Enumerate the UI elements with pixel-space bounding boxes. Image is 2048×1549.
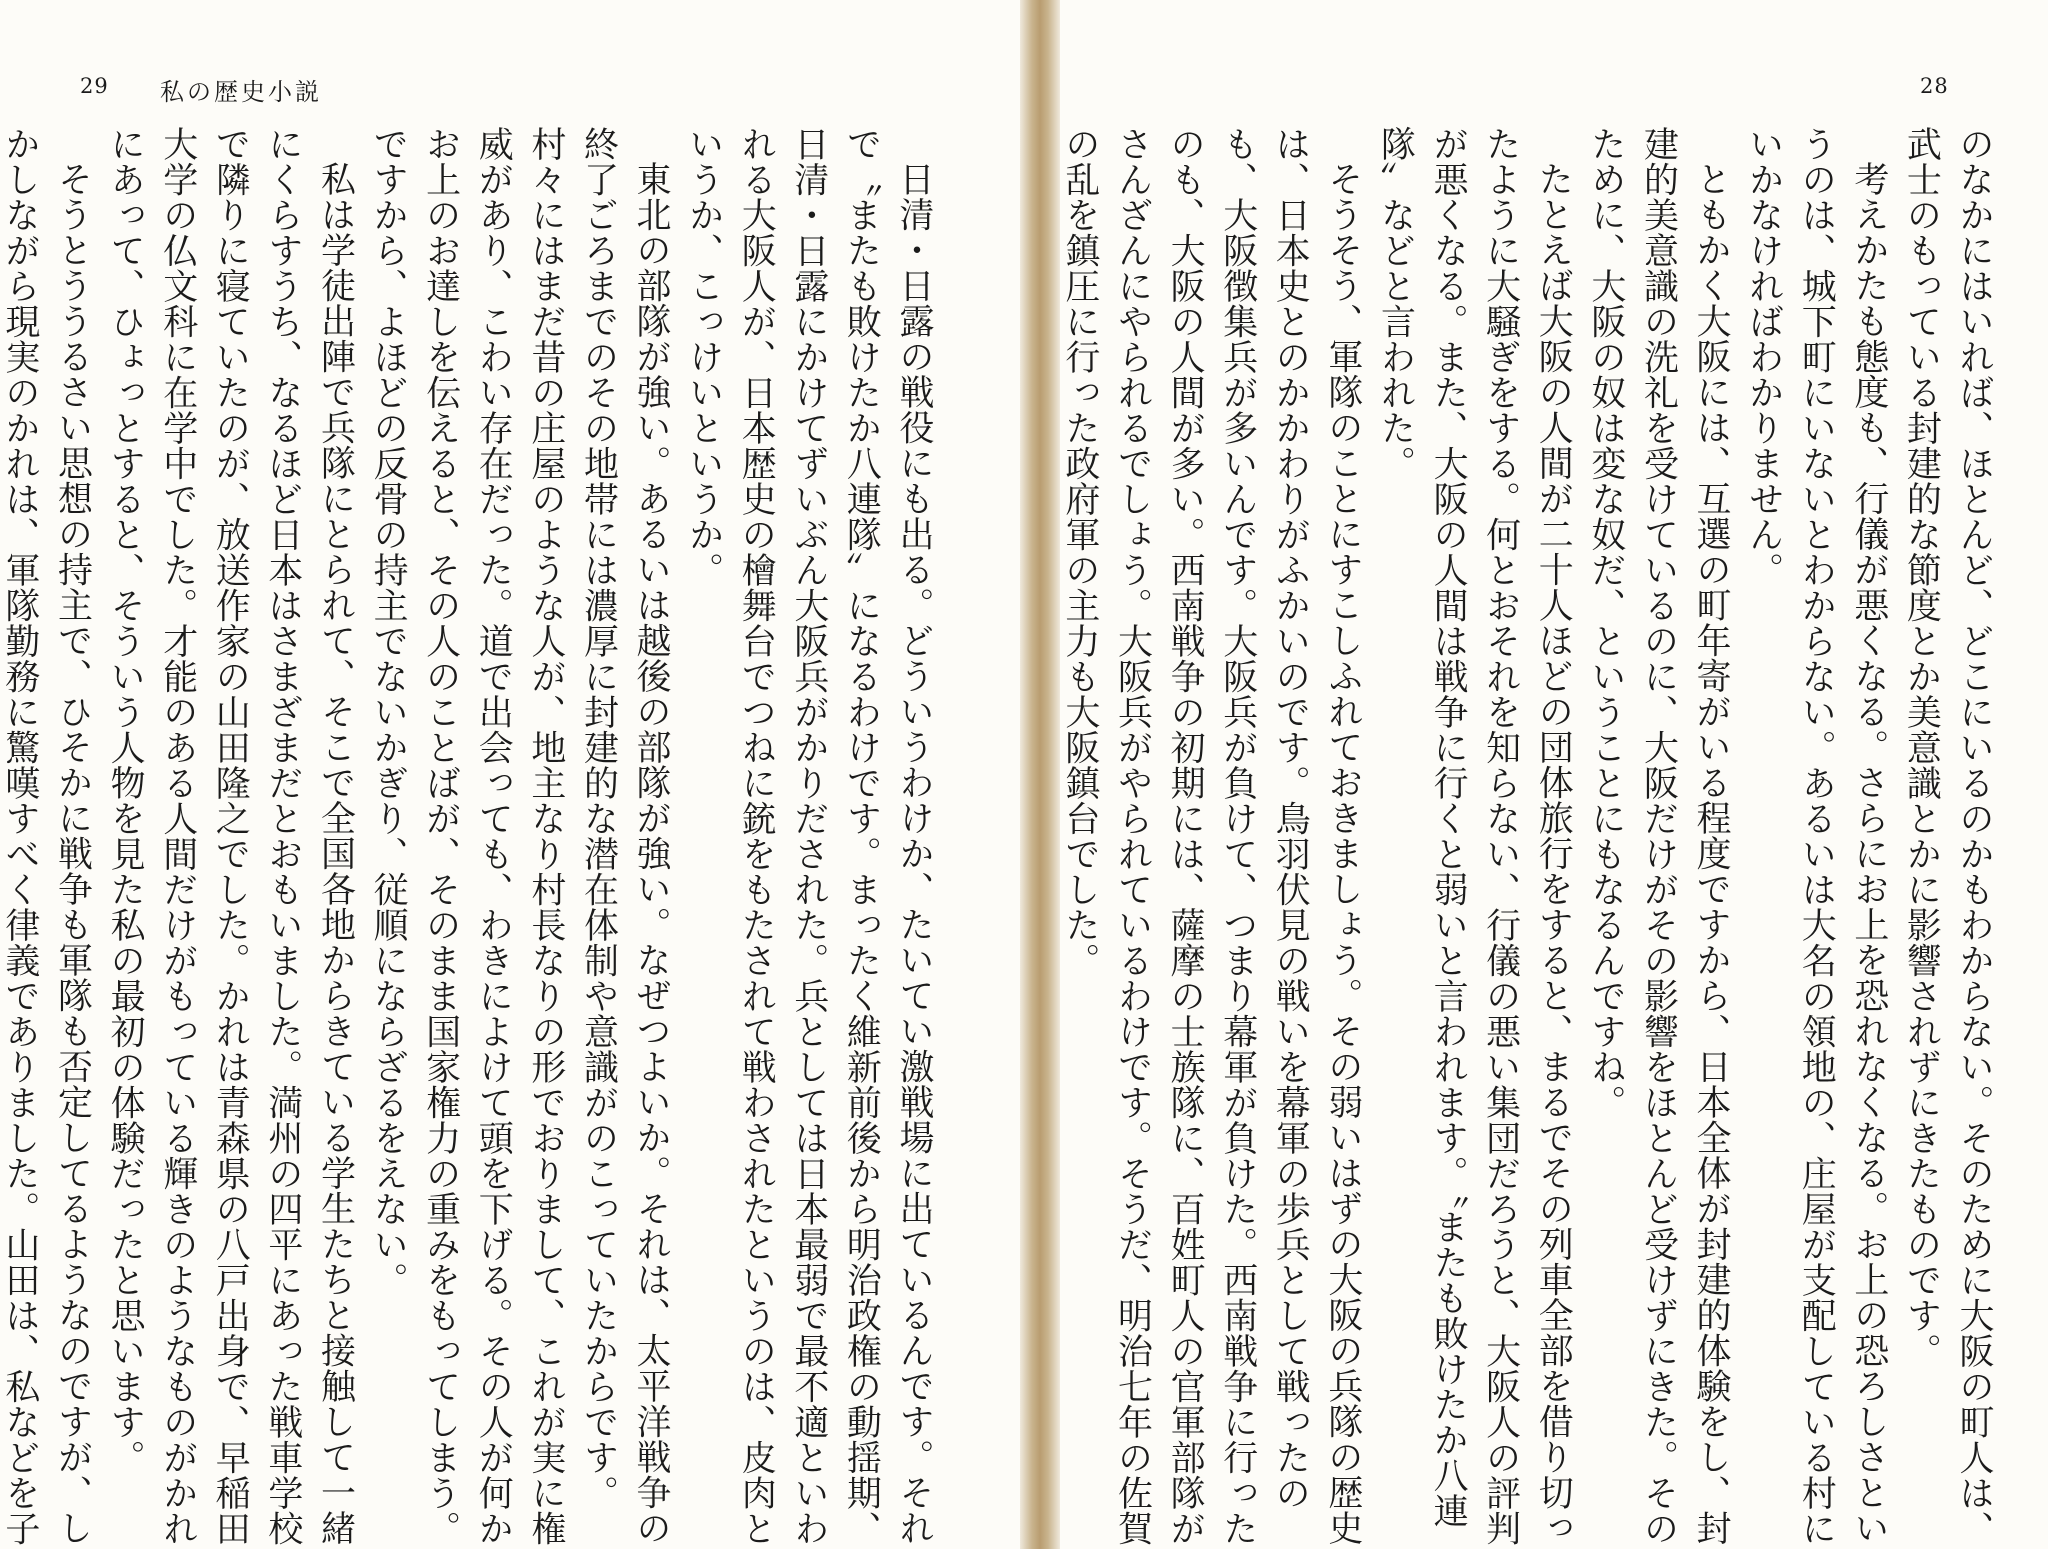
page-number-right: 28	[1920, 74, 1949, 98]
running-head: 私の歴史小説	[160, 78, 322, 106]
left-page	[0, 0, 1020, 1549]
left-page-body	[0, 126, 940, 1546]
page-number-left: 29	[80, 74, 109, 98]
paragraph: 私は学徒出陣で兵隊にとられて、そこで全国各地からきている学生たちと接触して一緒にくらすうち、なるほど日本はさまざまだとおもいました。満州の四平にあった戦車学校で隣りに寝ていたのが、放送作家の山田隆之でした。かれは青森県の八戸出身で、早稲田大学の仏文科に在学中でした。才能のある人間だけがもっている輝きのようなものがかれにあって、ひょっとすると、そういう人物を見た私の最初の体験だったと思います。	[105, 126, 356, 1546]
paragraph: 考えかたも態度も、行儀が悪くなる。さらにお上を恐れなくなる。お上の恐ろしさというのは、城下町にいないとわからない。あるいは大名の領地の、庄屋が支配している村にいかなければわかりません。	[1743, 126, 1889, 1546]
right-page-body	[1059, 126, 2000, 1546]
paragraph: 日清・日露の戦役にも出る。どういうわけか、たいてい激戦場に出ているんです。それで〝またも敗けたか八連隊〟になるわけです。まったく維新前後から明治政権の動揺期、日清・日露にかけてずいぶん大阪兵がかりだされた。兵としては日本最弱で最不適といわれる大阪人が、日本歴史の檜舞台でつねに銃をもたされて戦わされたというのは、皮肉というか、こっけいというか。	[683, 126, 934, 1546]
paragraph: ともかく大阪には、互選の町年寄がいる程度ですから、日本全体が封建的体験をし、封建的美意識の洗礼を受けているのに、大阪だけがその影響をほとんど受けずにきた。そのために、大阪の奴は変な奴だ、ということにもなるんですね。	[1585, 126, 1732, 1546]
paragraph-continuation: のなかにはいれば、ほとんど、どこにいるのかもわからない。そのために大阪の町人は、武士のもっている封建的な節度とか美意識とかに影響されずにきたものです。	[1901, 126, 1994, 1546]
paragraph: たとえば大阪の人間が二十人ほどの団体旅行をすると、まるでその列車全部を借り切ったように大騒ぎをする。何とおそれを知らない、行儀の悪い集団だろうと、大阪人の評判が悪くなる。また、大阪の人間は戦争に行くと弱いと言われます。〝またも敗けたか八連隊〟などと言われた。	[1375, 126, 1574, 1546]
paragraph: そうそう、軍隊のことにすこしふれておきましょう。その弱いはずの大阪の兵隊の歴史は、日本史とのかかわりがふかいのです。鳥羽伏見の戦いを幕軍の歩兵として戦ったのも、大阪徴集兵が多いんです。大阪兵が負けて、つまり幕軍が負けた。西南戦争に行ったのも、大阪の人間が多い。西南戦争の初期には、薩摩の士族隊に、百姓町人の官軍部隊がさんざんにやられるでしょう。大阪兵がやられているわけです。そうだ、明治七年の佐賀の乱を鎮圧に行った政府軍の主力も大阪鎮台でした。	[1059, 126, 1363, 1546]
paragraph: 東北の部隊が強い。あるいは越後の部隊が強い。なぜつよいか。それは、太平洋戦争の終了ごろまでのその地帯には濃厚に封建的な潜在体制や意識がのこっていたからです。村々にはまだ昔の庄屋のような人が、地主なり村長なりの形でおりまして、これが実に権威があり、こわい存在だった。道で出会っても、わきによけて頭を下げる。その人が何かお上のお達しを伝えると、その人のことばが、そのまま国家権力の重みをもってしまう。ですから、よほどの反骨の持主でないかぎり、従順にならざるをえない。	[368, 126, 672, 1546]
right-page	[1060, 0, 2048, 1549]
paragraph: そうとううるさい思想の持主で、ひそかに戦争も軍隊も否定してるようなのですが、しかしながら現実のかれは、軍隊勤務に驚嘆すべく律義でありました。山田は、私などを子	[0, 126, 93, 1546]
